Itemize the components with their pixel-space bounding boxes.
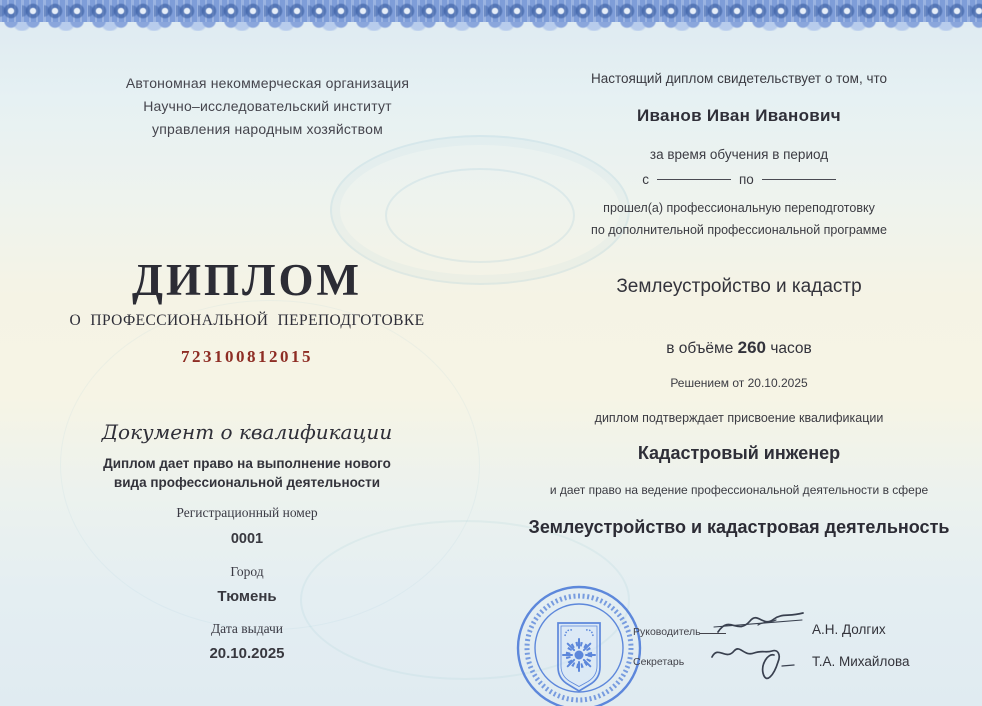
- rights-line: вида профессиональной деятельности: [113, 475, 381, 490]
- diploma-number: 723100812015: [181, 347, 313, 366]
- official-round-seal: [514, 583, 644, 706]
- secretary-signature-label: Секретарь: [633, 656, 685, 668]
- rights-line: Диплом дает право на выполнение нового: [103, 456, 391, 471]
- program-volume: [505, 338, 973, 358]
- organization-line: Автономная некоммерческая организация: [125, 75, 410, 91]
- secretary-signature: [706, 640, 798, 692]
- qualification-name: Кадастровый инженер: [637, 443, 841, 463]
- registration-number-label: Регистрационный номер: [176, 505, 318, 520]
- activity-field-name: Землеустройство и кадастровая деятельность: [528, 517, 950, 537]
- study-period-dates: [505, 172, 973, 187]
- retraining-statement-line: прошел(а) профессиональную переподготовку: [603, 201, 875, 215]
- volume-suffix: часов: [770, 340, 812, 357]
- issue-date-label: Дата выдачи: [210, 621, 284, 636]
- program-name: Землеустройство и кадастр: [616, 276, 862, 297]
- diploma-subtitle: О ПРОФЕССИОНАЛЬНОЙ ПЕРЕПОДГОТОВКЕ: [69, 312, 425, 329]
- rights-statement: [58, 454, 436, 492]
- left-column: [58, 0, 436, 706]
- head-signature-label: Руководитель: [633, 626, 701, 638]
- date-from-blank-line: [657, 179, 731, 180]
- volume-hours: 260: [737, 338, 766, 357]
- document-kind-caption: Документ о квалификации: [101, 420, 393, 444]
- secretary-name: Т.А. Михайлова: [812, 654, 910, 669]
- city-value: Тюмень: [217, 588, 277, 605]
- certify-statement: Настоящий диплом свидетельствует о том, что: [590, 71, 888, 86]
- decision-date: Решением от 20.10.2025: [670, 376, 808, 390]
- qualification-confirm-statement: диплом подтверждает присвоение квалификации: [594, 411, 884, 425]
- date-to-label: по: [738, 172, 754, 187]
- retraining-statement-line: по дополнительной профессиональной программе: [591, 223, 887, 237]
- organization-line: управления народным хозяйством: [152, 121, 383, 137]
- date-from-label: с: [642, 172, 649, 187]
- head-name: А.Н. Долгих: [812, 622, 886, 637]
- registration-number-value: 0001: [230, 531, 264, 547]
- city-label: Город: [230, 564, 264, 579]
- seal-sun-core: [575, 651, 584, 660]
- diploma-title: ДИПЛОМ: [132, 255, 362, 305]
- date-to-blank-line: [762, 179, 836, 180]
- head-signature: [712, 608, 808, 644]
- activity-grant-statement: и дает право на ведение профессиональной деятельности в сфере: [549, 483, 929, 497]
- organization-line: Научно–исследовательский институт: [143, 98, 392, 114]
- issue-date-value: 20.10.2025: [209, 645, 285, 662]
- study-period-label: за время обучения в период: [649, 147, 829, 162]
- student-name: Иванов Иван Иванович: [637, 106, 841, 125]
- volume-prefix: в объёме: [666, 340, 734, 357]
